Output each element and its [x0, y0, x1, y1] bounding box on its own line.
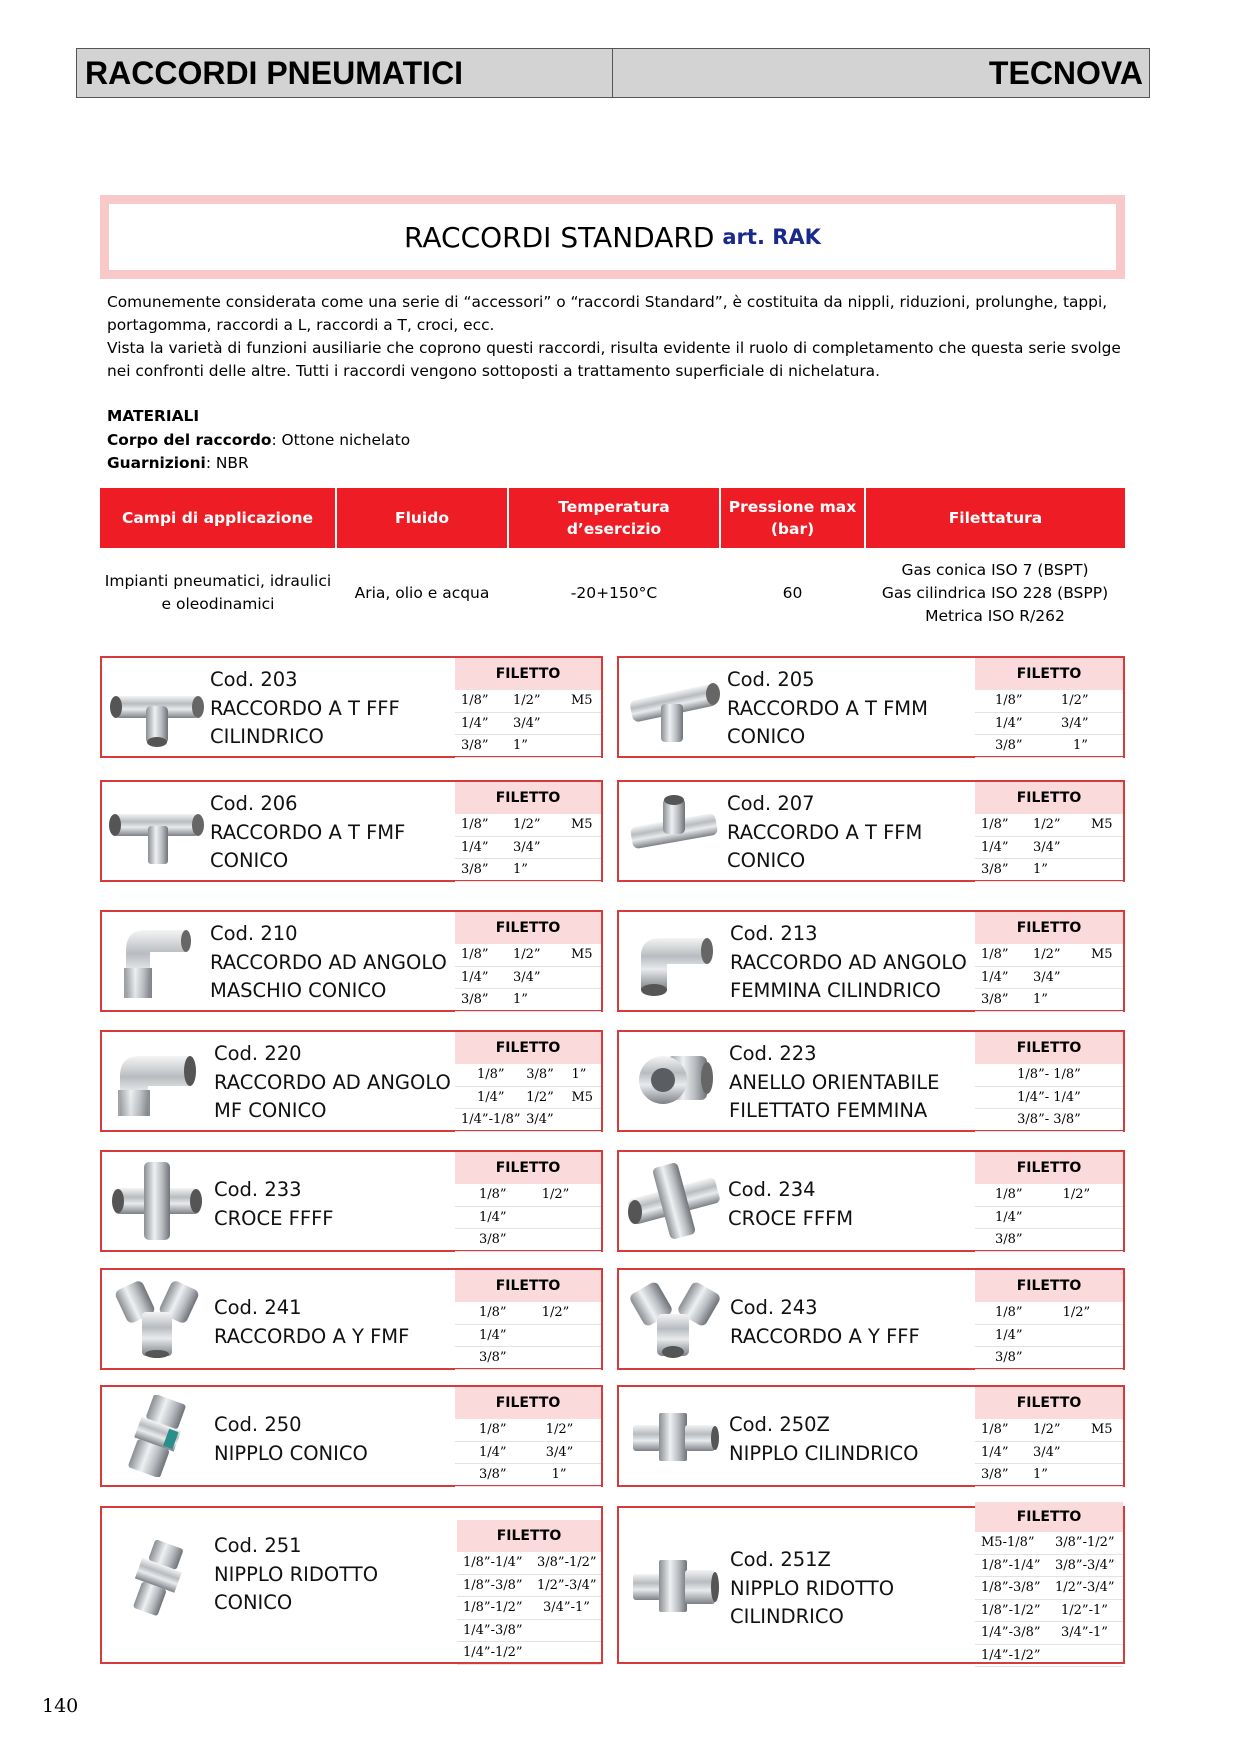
product-name: NIPPLO RIDOTTO	[214, 1562, 379, 1586]
thread-row: 1/8”-1/4” 3/8”-3/4”	[975, 1555, 1123, 1578]
thread-table-header: FILETTO	[975, 912, 1123, 944]
product-text	[214, 1040, 451, 1126]
product-code: Cod. 251Z	[730, 1548, 831, 1571]
product-type: CONICO	[214, 1591, 293, 1614]
thread-row: 1/4”-1/8” 3/4”	[455, 1109, 601, 1132]
thread-row: 1/4” 3/4”	[975, 837, 1123, 860]
product-type: MASCHIO CONICO	[210, 979, 387, 1002]
product-name: RACCORDO A Y FFF	[730, 1324, 920, 1348]
page-header	[76, 48, 1150, 98]
spec-header-thread: Filettatura	[865, 488, 1125, 548]
product-code: Cod. 234	[728, 1178, 816, 1201]
product-name: RACCORDO A T FFM	[727, 820, 923, 844]
product-text	[729, 1040, 939, 1126]
nipple-fitting-icon	[623, 1395, 725, 1477]
thread-row: 1/8” 1/2”	[455, 1419, 601, 1442]
product-text	[730, 1294, 920, 1351]
thread-row: 1/8” 1/2” M5	[455, 814, 601, 837]
product-type: FILETTATO FEMMINA	[729, 1099, 928, 1122]
product-type: MF CONICO	[214, 1099, 327, 1122]
thread-row: 1/8”-3/8” 1/2”-3/4”	[457, 1575, 601, 1598]
product-text	[727, 666, 928, 752]
intro-line: Vista la varietà di funzioni ausiliarie che coprono questi raccordi, risulta evidente il ruolo di completamento che questa serie svolge	[107, 339, 1121, 357]
section-title: RACCORDI STANDARD	[404, 220, 715, 254]
thread-row: 1/4” 3/4”	[455, 837, 601, 860]
body-label: Corpo del raccordo	[107, 430, 272, 449]
product-type: CILINDRICO	[730, 1605, 844, 1628]
product-text	[214, 1411, 368, 1468]
product-name: NIPPLO CONICO	[214, 1441, 368, 1465]
thread-table-header: FILETTO	[455, 782, 601, 814]
product-text	[214, 1294, 409, 1351]
thread-row: 1/4”	[975, 1325, 1123, 1348]
product-card-251	[100, 1506, 603, 1664]
thread-row: 1/8”-1/4” 3/8”-1/2”	[457, 1552, 601, 1575]
thread-row: 3/8”- 3/8”	[975, 1109, 1123, 1132]
elbow-fitting-icon	[106, 920, 208, 1002]
thread-table-header: FILETTO	[455, 912, 601, 944]
spec-temperature: -20+150°C	[570, 583, 658, 602]
section-article-code: art. RAK	[722, 225, 821, 249]
spec-header-pressure: Pressione max (bar)	[720, 488, 865, 548]
thread-row: 3/8” 1”	[455, 989, 601, 1012]
product-text	[727, 790, 922, 876]
thread-row: 1/8” 1/2” M5	[975, 944, 1123, 967]
body-value: : Ottone nichelato	[271, 430, 411, 449]
thread-table-header: FILETTO	[975, 1502, 1123, 1532]
thread-row: 3/8” 1”	[975, 859, 1123, 882]
spec-table	[100, 488, 1125, 638]
product-name: RACCORDO AD ANGOLO	[730, 950, 967, 974]
thread-table	[975, 912, 1123, 1012]
tee-fitting-icon	[623, 790, 725, 872]
product-code: Cod. 250Z	[729, 1413, 830, 1436]
thread-row: 3/8”	[455, 1347, 601, 1370]
materials-block	[107, 405, 410, 476]
thread-row: 1/4”-1/2”	[975, 1645, 1123, 1668]
thread-row: 1/8” 1/2” M5	[975, 814, 1123, 837]
product-card-233	[100, 1150, 603, 1252]
y-fitting-icon	[623, 1278, 725, 1360]
tee-fitting-icon	[106, 790, 208, 872]
product-code: Cod. 206	[210, 792, 298, 815]
product-text	[214, 1176, 334, 1233]
intro-line: portagomma, raccordi a L, raccordi a T, croci, ecc.	[107, 316, 495, 334]
gasket-value: : NBR	[205, 454, 249, 472]
product-card-250	[100, 1385, 603, 1487]
thread-row: 1/8” 1/2”	[975, 690, 1123, 713]
thread-table	[457, 1520, 601, 1665]
thread-row: 1/8”-1/2” 3/4”-1”	[457, 1597, 601, 1620]
spec-applications: Impianti pneumatici, idraulici e oleodinamici	[104, 572, 332, 613]
thread-row: 1/4” 3/4”	[455, 713, 601, 736]
thread-row: 1/8”-1/2” 1/2”-1”	[975, 1600, 1123, 1623]
thread-table-header: FILETTO	[975, 782, 1123, 814]
product-card-207	[617, 780, 1125, 882]
product-text	[210, 790, 405, 876]
product-code: Cod. 233	[214, 1178, 302, 1201]
thread-table-header: FILETTO	[975, 1032, 1123, 1064]
thread-row: 1/4”-3/8”	[457, 1620, 601, 1643]
thread-row: 3/8” 1”	[975, 989, 1123, 1012]
thread-row: 1/8” 1/2” M5	[975, 1419, 1123, 1442]
thread-row: 1/4” 3/4”	[975, 1442, 1123, 1465]
thread-table-header: FILETTO	[455, 658, 601, 690]
thread-table-header: FILETTO	[455, 1387, 601, 1419]
thread-row: 1/4”	[975, 1207, 1123, 1230]
thread-row: 1/4” 3/4”	[975, 713, 1123, 736]
thread-row: 1/4” 3/4”	[975, 967, 1123, 990]
header-section-title: RACCORDI PNEUMATICI	[77, 49, 613, 97]
thread-table-header: FILETTO	[455, 1032, 601, 1064]
thread-table-header: FILETTO	[457, 1520, 601, 1552]
thread-row: 1/8”- 1/8”	[975, 1064, 1123, 1087]
thread-row: 1/8” 1/2”	[455, 1184, 601, 1207]
thread-row: 1/8”-3/8” 1/2”-3/4”	[975, 1577, 1123, 1600]
thread-table	[455, 782, 601, 882]
thread-row: 3/8”	[975, 1229, 1123, 1252]
product-code: Cod. 205	[727, 668, 815, 691]
thread-row: 1/8” 1/2”	[975, 1184, 1123, 1207]
thread-table	[455, 1387, 601, 1487]
thread-row: 1/4”- 1/4”	[975, 1087, 1123, 1110]
gasket-label: Guarnizioni	[107, 454, 206, 472]
product-card-203	[100, 656, 603, 758]
thread-table	[975, 1032, 1123, 1132]
product-code: Cod. 213	[730, 922, 818, 945]
product-card-206	[100, 780, 603, 882]
product-code: Cod. 223	[729, 1042, 817, 1065]
reducing-nipple-icon	[623, 1544, 725, 1626]
thread-row: 3/8” 1”	[455, 859, 601, 882]
thread-row: 1/8” 1/2” M5	[455, 690, 601, 713]
thread-table	[975, 782, 1123, 882]
thread-table	[455, 912, 601, 1012]
thread-row: 1/4”-3/8” 3/4”-1”	[975, 1622, 1123, 1645]
product-code: Cod. 203	[210, 668, 298, 691]
thread-row: M5-1/8” 3/8”-1/2”	[975, 1532, 1123, 1555]
product-card-250z	[617, 1385, 1125, 1487]
product-name: RACCORDO A T FMM	[727, 696, 928, 720]
product-text	[728, 1176, 853, 1233]
product-text	[210, 920, 447, 1006]
product-name: NIPPLO CILINDRICO	[729, 1441, 919, 1465]
thread-row: 3/8”	[455, 1229, 601, 1252]
thread-table-header: FILETTO	[455, 1270, 601, 1302]
product-type: CONICO	[210, 849, 289, 872]
thread-row: 1/4”-1/2”	[457, 1642, 601, 1665]
thread-table	[975, 658, 1123, 758]
reducing-nipple-icon	[106, 1538, 208, 1620]
product-text	[730, 920, 967, 1006]
thread-row: 1/8” 1/2”	[455, 1302, 601, 1325]
spec-fluid: Aria, olio e acqua	[354, 583, 490, 602]
thread-row: 3/8” 1”	[455, 1464, 601, 1487]
product-card-223	[617, 1030, 1125, 1132]
intro-paragraph	[107, 291, 1137, 383]
thread-table-header: FILETTO	[975, 1152, 1123, 1184]
product-code: Cod. 243	[730, 1296, 818, 1319]
thread-row: 1/8” 1/2”	[975, 1302, 1123, 1325]
thread-row: 3/8” 1”	[975, 735, 1123, 758]
thread-table	[455, 658, 601, 758]
product-card-234	[617, 1150, 1125, 1252]
product-name: NIPPLO RIDOTTO	[730, 1576, 895, 1600]
tee-fitting-icon	[623, 666, 725, 748]
thread-table	[975, 1387, 1123, 1487]
section-title-box	[100, 195, 1125, 279]
product-text	[729, 1411, 918, 1468]
tee-fitting-icon	[106, 666, 208, 748]
product-code: Cod. 250	[214, 1413, 302, 1436]
thread-table-header: FILETTO	[975, 1387, 1123, 1419]
product-text	[214, 1532, 378, 1618]
thread-row: 3/8” 1”	[975, 1464, 1123, 1487]
spec-pressure: 60	[782, 583, 803, 602]
thread-table	[975, 1152, 1123, 1252]
thread-row: 1/4”	[455, 1325, 601, 1348]
thread-table-header: FILETTO	[975, 1270, 1123, 1302]
product-type: CONICO	[727, 725, 806, 748]
nipple-fitting-icon	[106, 1395, 208, 1477]
intro-line: nei confronti delle altre. Tutti i raccordi vengono sottoposti a trattamento superficiale di nichelatura.	[107, 362, 880, 380]
thread-table	[455, 1032, 601, 1132]
materials-heading: MATERIALI	[107, 407, 200, 425]
product-name: CROCE FFFM	[728, 1206, 854, 1230]
page-number: 140	[42, 1695, 79, 1717]
product-card-243	[617, 1268, 1125, 1370]
thread-row: 1/4” 3/4”	[455, 967, 601, 990]
intro-line: Comunemente considerata come una serie di “accessori” o “raccordi Standard”, è costituita da nippli, riduzioni, prolunghe, tappi,	[107, 293, 1108, 311]
product-name: RACCORDO A T FFF	[210, 696, 400, 720]
thread-row: 3/8”	[975, 1347, 1123, 1370]
product-card-205	[617, 656, 1125, 758]
cross-fitting-icon	[623, 1160, 725, 1242]
product-code: Cod. 220	[214, 1042, 302, 1065]
thread-row: 1/8” 1/2” M5	[455, 944, 601, 967]
product-type: CILINDRICO	[210, 725, 324, 748]
thread-row: 1/4” 3/4”	[455, 1442, 601, 1465]
thread-row: 3/8” 1”	[455, 735, 601, 758]
product-card-220	[100, 1030, 603, 1132]
thread-table	[975, 1270, 1123, 1370]
product-card-210	[100, 910, 603, 1012]
banjo-ring-icon	[623, 1040, 725, 1122]
thread-table	[455, 1152, 601, 1252]
product-code: Cod. 241	[214, 1296, 302, 1319]
product-code: Cod. 207	[727, 792, 815, 815]
cross-fitting-icon	[106, 1160, 208, 1242]
product-type: CONICO	[727, 849, 806, 872]
y-fitting-icon	[106, 1278, 208, 1360]
spec-header-applications: Campi di applicazione	[100, 488, 336, 548]
product-card-213	[617, 910, 1125, 1012]
product-name: RACCORDO AD ANGOLO	[214, 1070, 451, 1094]
thread-row: 1/4” 1/2” M5	[455, 1087, 601, 1110]
thread-row: 1/8” 3/8” 1”	[455, 1064, 601, 1087]
product-type: FEMMINA CILINDRICO	[730, 979, 941, 1002]
elbow-fitting-icon	[623, 920, 725, 1002]
product-name: CROCE FFFF	[214, 1206, 334, 1230]
product-code: Cod. 251	[214, 1534, 302, 1557]
header-brand: TECNOVA	[988, 54, 1143, 91]
spec-thread: Gas conica ISO 7 (BSPT) Gas cilindrica ISO 228 (BSPP) Metrica ISO R/262	[881, 560, 1109, 625]
product-code: Cod. 210	[210, 922, 298, 945]
product-text	[210, 666, 400, 752]
product-name: RACCORDO A Y FMF	[214, 1324, 410, 1348]
elbow-fitting-icon	[106, 1040, 208, 1122]
product-name: RACCORDO A T FMF	[210, 820, 406, 844]
product-name: ANELLO ORIENTABILE	[729, 1070, 940, 1094]
spec-header-fluid: Fluido	[336, 488, 508, 548]
thread-table-header: FILETTO	[455, 1152, 601, 1184]
thread-table	[455, 1270, 601, 1370]
spec-header-temperature: Temperatura d’esercizio	[508, 488, 720, 548]
thread-table	[975, 1502, 1123, 1667]
product-card-251z	[617, 1506, 1125, 1664]
product-text	[730, 1546, 894, 1632]
thread-row: 1/4”	[455, 1207, 601, 1230]
product-card-241	[100, 1268, 603, 1370]
product-name: RACCORDO AD ANGOLO	[210, 950, 447, 974]
thread-table-header: FILETTO	[975, 658, 1123, 690]
